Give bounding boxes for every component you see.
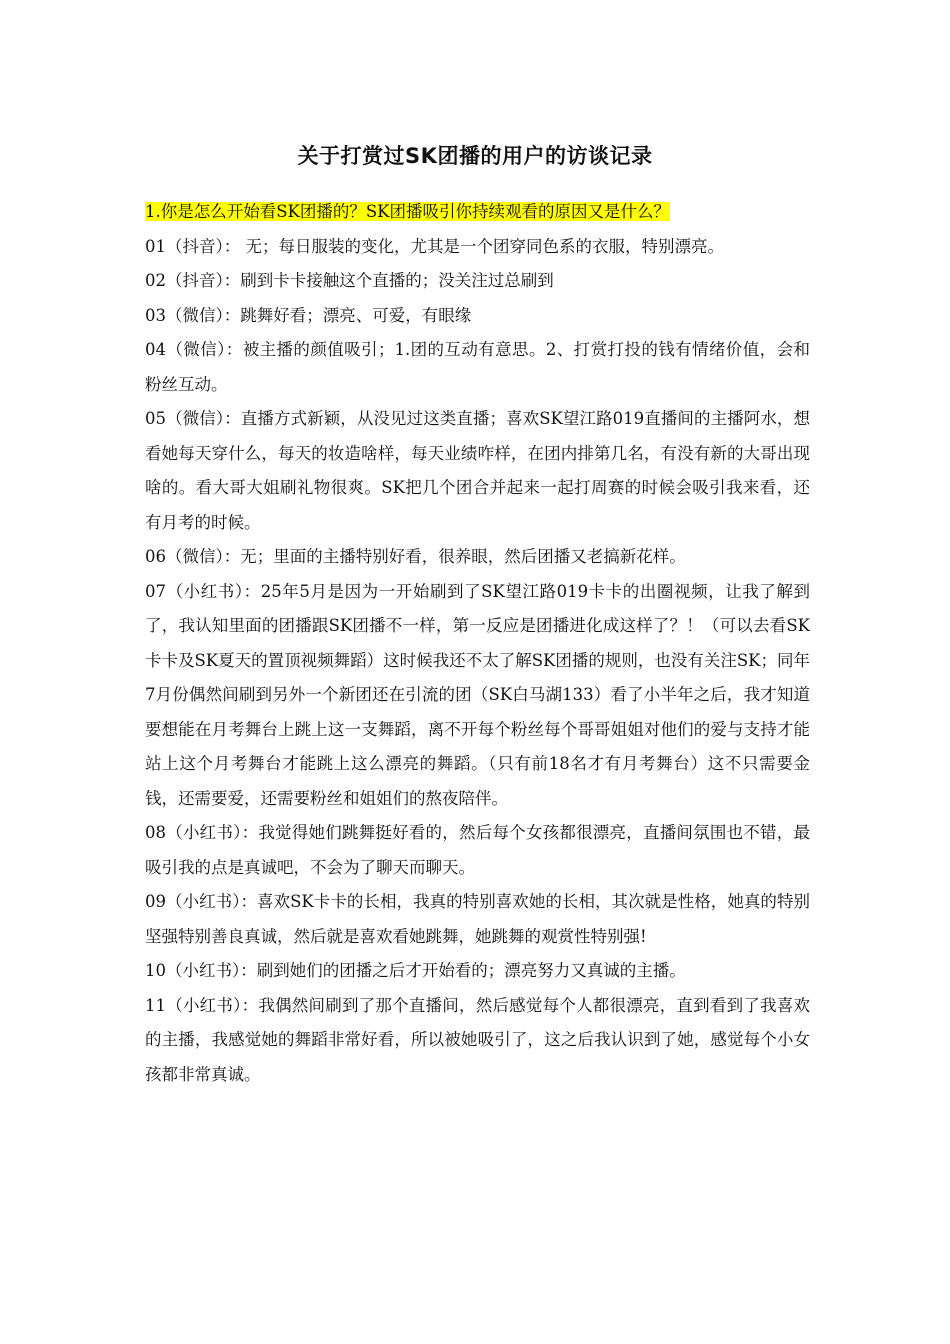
document-title: 关于打赏过SK团播的用户的访谈记录	[297, 144, 653, 168]
answer-paragraph-09: 09（小红书）：喜欢SK卡卡的长相，我真的特别喜欢她的长相，其次就是性格，她真的特别坚强特别善良真诚，然后就是喜欢看她跳舞，她跳舞的观赏性特别强!	[145, 892, 810, 946]
answer-paragraph-01: 01（抖音）： 无；每日服装的变化，尤其是一个团穿同色系的衣服，特别漂亮。	[145, 236, 724, 256]
answer-paragraph-04: 04（微信）：被主播的颜值吸引；1.团的互动有意思。2、打赏打投的钱有情绪价值，会和粉丝互动。	[145, 340, 810, 394]
answer-paragraph-03: 03（微信）：跳舞好看；漂亮、可爱，有眼缘	[145, 305, 472, 325]
answer-paragraph-10: 10（小红书）：刷到她们的团播之后才开始看的；漂亮努力又真诚的主播。	[145, 961, 686, 980]
answer-paragraph-02: 02（抖音）：刷到卡卡接触这个直播的；没关注过总刷到	[145, 271, 554, 290]
answer-paragraph-08: 08（小红书）：我觉得她们跳舞挺好看的，然后每个女孩都很漂亮，直播间氛围也不错，最吸引我的点是真诚吧，不会为了聊天而聊天。	[145, 823, 810, 877]
question-line	[145, 195, 810, 230]
answer-paragraph-07: 07（小红书）：25年5月是因为一开始刷到了SK望江路019卡卡的出圈视频，让我了解到了，我认知里面的团播跟SK团播不一样，第一反应是团播进化成这样了？！（可以去看SK卡卡及SK夏天的置顶视频舞蹈）这时候我还不太了解SK团播的规则，也没有关注SK；同年7月份偶然间刷到另外一个新团还在引流的团（SK白马湖133）看了小半年之后，我才知道要想能在月考舞台上跳上这一支舞蹈，离不开每个粉丝每个哥哥姐姐对他们的爱与支持才能站上这个月考舞台才能跳上这么漂亮的舞蹈。（只有前18名才有月考舞台）这不只需要金钱，还需要爱，还需要粉丝和姐姐们的熬夜陪伴。	[145, 581, 810, 808]
document-body	[145, 195, 810, 1092]
answer-paragraph-05: 05（微信）：直播方式新颖，从没见过这类直播；喜欢SK望江路019直播间的主播阿水，想看她每天穿什么，每天的妆造啥样，每天业绩咋样，在团内排第几名，有没有新的大哥出现啥的。看大哥大姐刷礼物很爽。SK把几个团合并起来一起打周赛的时候会吸引我来看，还有月考的时候。	[145, 409, 810, 532]
answer-paragraph-06: 06（微信）：无；里面的主播特别好看，很养眼，然后团播又老搞新花样。	[145, 547, 686, 566]
answer-paragraph-11: 11（小红书）：我偶然间刷到了那个直播间，然后感觉每个人都很漂亮，直到看到了我喜欢的主播，我感觉她的舞蹈非常好看，所以被她吸引了，这之后我认识到了她，感觉每个小女孩都非常真诚。	[145, 995, 810, 1084]
highlighted-question: 1.你是怎么开始看SK团播的？SK团播吸引你持续观看的原因又是什么？	[145, 202, 671, 221]
